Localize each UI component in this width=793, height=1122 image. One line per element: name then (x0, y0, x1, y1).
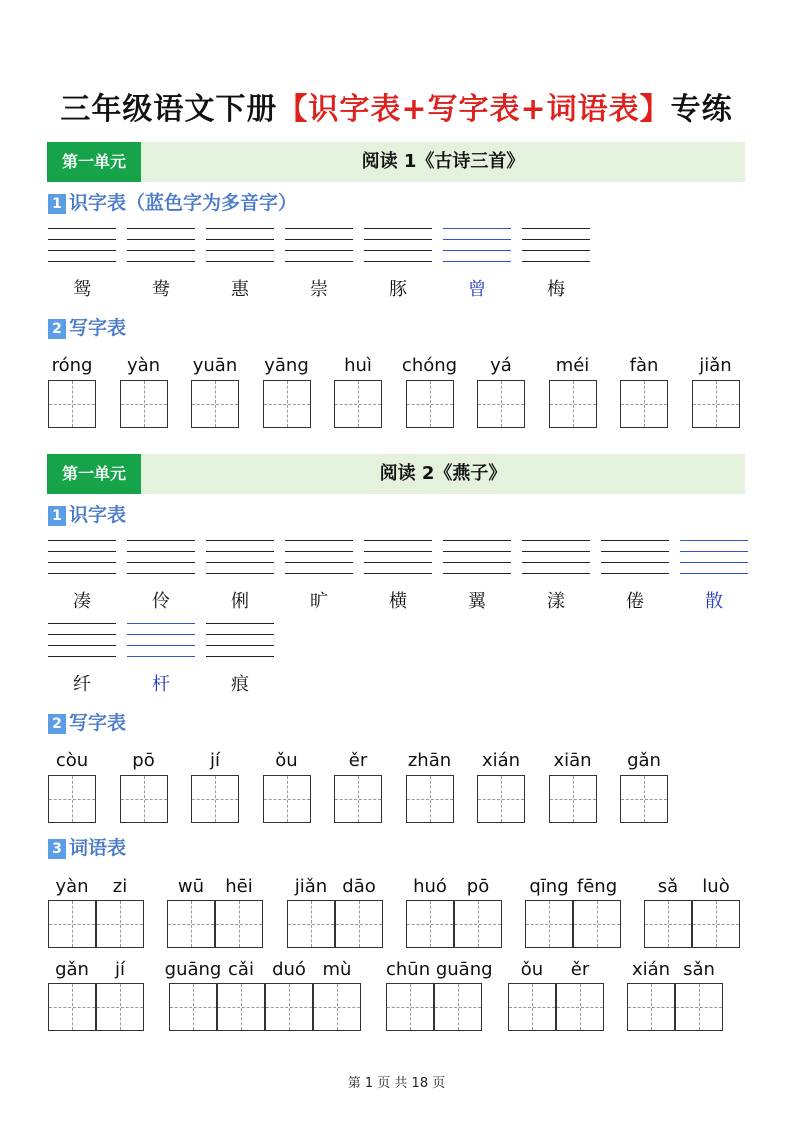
pinyin-label: chóng (401, 355, 458, 376)
guide-line (48, 261, 116, 262)
tianzige-box (191, 775, 239, 823)
tianzige-box (406, 900, 454, 948)
guide-line (522, 228, 590, 229)
guide-line (48, 250, 116, 251)
character: 漾 (547, 591, 565, 612)
guide-line (680, 551, 748, 552)
guide-line (364, 228, 432, 229)
tianzige-box (620, 380, 668, 428)
tianzige-box (215, 900, 263, 948)
tianzige-box (287, 900, 335, 948)
guide-line (601, 562, 669, 563)
pinyin-label: huì (344, 355, 372, 376)
guide-line (48, 623, 116, 624)
guide-line (285, 228, 353, 229)
guide-line (48, 540, 116, 541)
tianzige-box (96, 900, 144, 948)
lesson-title: 阅读 1《古诗三首》 (361, 151, 525, 172)
character: 崇 (310, 279, 328, 300)
character: 豚 (389, 279, 407, 300)
pinyin-label: pō (466, 876, 490, 897)
unit-header-1 (47, 142, 745, 182)
guide-line (127, 623, 195, 624)
guide-line (285, 551, 353, 552)
polyphonic-character: 曾 (468, 279, 486, 300)
tianzige-box (386, 983, 434, 1031)
section-header-write-2 (48, 711, 126, 735)
guide-line (285, 261, 353, 262)
guide-line (127, 239, 195, 240)
guide-line (206, 573, 274, 574)
section-number: 1 (48, 194, 66, 214)
guide-line (206, 540, 274, 541)
guide-line (285, 573, 353, 574)
pinyin-label: pō (132, 750, 155, 771)
guide-line (206, 228, 274, 229)
pinyin-label: ěr (348, 750, 368, 771)
writing-lines (285, 540, 353, 576)
section-header-recognize-2 (48, 503, 126, 527)
character: 横 (389, 591, 407, 612)
pinyin-label: dāo (342, 876, 376, 897)
guide-line (285, 239, 353, 240)
guide-line (522, 540, 590, 541)
guide-line (206, 551, 274, 552)
pinyin-label: jiǎn (699, 355, 732, 376)
guide-line (48, 551, 116, 552)
writing-lines (48, 623, 116, 659)
section-number: 3 (48, 839, 66, 859)
guide-line (127, 250, 195, 251)
guide-line (522, 573, 590, 574)
guide-line (206, 261, 274, 262)
character: 鸳 (73, 279, 91, 300)
pinyin-label: ǒu (520, 959, 544, 980)
tianzige-box (692, 380, 740, 428)
guide-line (285, 562, 353, 563)
guide-line (206, 239, 274, 240)
lesson-title: 阅读 2《燕子》 (379, 463, 507, 484)
tianzige-box (335, 900, 383, 948)
writing-lines (206, 228, 274, 264)
guide-line (364, 239, 432, 240)
tianzige-box (477, 380, 525, 428)
character: 痕 (231, 674, 249, 695)
pinyin-label: yá (490, 355, 512, 376)
tianzige-box (525, 900, 573, 948)
guide-line (48, 228, 116, 229)
pinyin-label: chūn guāng (386, 959, 493, 980)
character: 伶 (152, 591, 170, 612)
pinyin-label: ěr (570, 959, 590, 980)
pinyin-label: yuān (192, 355, 238, 376)
tianzige-box (434, 983, 482, 1031)
pinyin-label: sǎn (683, 959, 715, 980)
polyphonic-character: 散 (705, 591, 723, 612)
guide-line (364, 261, 432, 262)
pinyin-label: xiān (553, 750, 592, 771)
pinyin-label: qīng (529, 876, 569, 897)
tianzige-box (265, 983, 313, 1031)
guide-line (443, 562, 511, 563)
tianzige-box (96, 983, 144, 1031)
pinyin-label: sǎ (657, 876, 679, 897)
guide-line (206, 656, 274, 657)
pinyin-label: róng (51, 355, 93, 376)
guide-line (443, 261, 511, 262)
pinyin-label: jí (209, 750, 220, 771)
guide-line (601, 540, 669, 541)
character: 翼 (468, 591, 486, 612)
pinyin-label: zi (112, 876, 128, 897)
tianzige-box (627, 983, 675, 1031)
pinyin-label: xián (481, 750, 521, 771)
section-label: 写字表 (69, 317, 127, 339)
pinyin-label: cǎi (228, 959, 254, 980)
writing-lines (522, 540, 590, 576)
pinyin-label: gǎn (627, 750, 661, 771)
tianzige-box (334, 775, 382, 823)
guide-line (601, 573, 669, 574)
section-number: 1 (48, 506, 66, 526)
writing-lines (364, 228, 432, 264)
tianzige-box (169, 983, 217, 1031)
page-footer: 第 1 页 共 18 页 (347, 1076, 446, 1091)
section-header-write-1 (48, 316, 126, 340)
guide-line (48, 634, 116, 635)
writing-lines (127, 228, 195, 264)
section-header-recognize-1 (48, 191, 297, 215)
tianzige-box (549, 380, 597, 428)
writing-lines (127, 623, 195, 659)
guide-line (364, 551, 432, 552)
tianzige-box (549, 775, 597, 823)
writing-lines (48, 540, 116, 576)
pinyin-label: duó (272, 959, 306, 980)
pinyin-label: gǎn (55, 959, 89, 980)
title-prefix: 三年级语文下册 (60, 92, 278, 127)
character: 鸯 (152, 279, 170, 300)
title-highlight: 【识字表+写字表+词语表】 (277, 92, 671, 127)
guide-line (443, 551, 511, 552)
tianzige-box (454, 900, 502, 948)
guide-line (206, 645, 274, 646)
unit-tag: 第一单元 (47, 142, 141, 182)
guide-line (48, 239, 116, 240)
writing-lines (48, 228, 116, 264)
writing-lines (364, 540, 432, 576)
writing-lines (601, 540, 669, 576)
tianzige-box (48, 775, 96, 823)
pinyin-label: huó (413, 876, 447, 897)
pinyin-label: yàn (126, 355, 161, 376)
tianzige-box (477, 775, 525, 823)
guide-line (206, 623, 274, 624)
pinyin-label: yàn (55, 876, 89, 897)
tianzige-box (313, 983, 361, 1031)
guide-line (48, 573, 116, 574)
pinyin-label: yāng (264, 355, 309, 376)
tianzige-box (120, 380, 168, 428)
writing-lines (206, 540, 274, 576)
guide-line (443, 573, 511, 574)
unit-header-2 (47, 454, 745, 494)
pinyin-label: jí (114, 959, 125, 980)
guide-line (522, 250, 590, 251)
guide-line (127, 228, 195, 229)
guide-line (127, 551, 195, 552)
character: 纤 (73, 674, 91, 695)
writing-lines (285, 228, 353, 264)
pinyin-label: mù (322, 959, 352, 980)
pinyin-label: fēng (576, 876, 618, 897)
guide-line (443, 239, 511, 240)
pinyin-label: fàn (629, 355, 659, 376)
tianzige-box (406, 380, 454, 428)
guide-line (127, 656, 195, 657)
guide-line (443, 540, 511, 541)
guide-line (522, 562, 590, 563)
guide-line (48, 656, 116, 657)
character: 俐 (231, 591, 249, 612)
guide-line (48, 645, 116, 646)
guide-line (522, 551, 590, 552)
tianzige-box (48, 900, 96, 948)
tianzige-box (48, 380, 96, 428)
pinyin-label: méi (555, 355, 590, 376)
character: 梅 (547, 279, 565, 300)
section-label: 写字表 (69, 712, 127, 734)
tianzige-box (167, 900, 215, 948)
writing-lines (443, 540, 511, 576)
pinyin-label: còu (55, 750, 89, 771)
tianzige-box (573, 900, 621, 948)
tianzige-box (556, 983, 604, 1031)
tianzige-box (620, 775, 668, 823)
tianzige-box (675, 983, 723, 1031)
section-label: 识字表（蓝色字为多音字） (69, 192, 298, 214)
guide-line (680, 562, 748, 563)
pinyin-label: ǒu (275, 750, 298, 771)
tianzige-box (334, 380, 382, 428)
guide-line (127, 634, 195, 635)
tianzige-box (191, 380, 239, 428)
guide-line (680, 540, 748, 541)
guide-line (601, 551, 669, 552)
character: 旷 (310, 591, 328, 612)
guide-line (127, 261, 195, 262)
guide-line (48, 562, 116, 563)
guide-line (522, 261, 590, 262)
tianzige-box (48, 983, 96, 1031)
character: 凑 (73, 591, 91, 612)
guide-line (364, 562, 432, 563)
character: 惠 (231, 279, 249, 300)
pinyin-label: guāng (164, 959, 222, 980)
guide-line (364, 540, 432, 541)
guide-line (680, 573, 748, 574)
guide-line (522, 239, 590, 240)
guide-line (127, 573, 195, 574)
writing-lines (127, 540, 195, 576)
guide-line (206, 250, 274, 251)
guide-line (206, 634, 274, 635)
page-title (0, 84, 793, 128)
pinyin-label: luò (702, 876, 730, 897)
writing-lines (680, 540, 748, 576)
guide-line (285, 540, 353, 541)
section-header-words-2 (48, 836, 126, 860)
tianzige-box (508, 983, 556, 1031)
tianzige-box (692, 900, 740, 948)
section-number: 2 (48, 319, 66, 339)
section-label: 词语表 (69, 837, 127, 859)
unit-tag: 第一单元 (47, 454, 141, 494)
guide-line (443, 250, 511, 251)
guide-line (364, 250, 432, 251)
guide-line (127, 645, 195, 646)
section-number: 2 (48, 714, 66, 734)
guide-line (206, 562, 274, 563)
pinyin-label: hēi (225, 876, 253, 897)
title-suffix: 专练 (670, 92, 733, 127)
writing-lines (443, 228, 511, 264)
pinyin-label: wū (177, 876, 205, 897)
guide-line (127, 562, 195, 563)
pinyin-label: xián (631, 959, 671, 980)
writing-lines (522, 228, 590, 264)
guide-line (443, 228, 511, 229)
tianzige-box (263, 380, 311, 428)
tianzige-box (217, 983, 265, 1031)
pinyin-label: zhān (407, 750, 452, 771)
pinyin-label: jiǎn (294, 876, 328, 897)
character: 倦 (626, 591, 644, 612)
writing-lines (206, 623, 274, 659)
tianzige-box (120, 775, 168, 823)
guide-line (127, 540, 195, 541)
tianzige-box (263, 775, 311, 823)
tianzige-box (406, 775, 454, 823)
section-label: 识字表 (69, 504, 127, 526)
guide-line (364, 573, 432, 574)
tianzige-box (644, 900, 692, 948)
guide-line (285, 250, 353, 251)
polyphonic-character: 杆 (152, 674, 170, 695)
